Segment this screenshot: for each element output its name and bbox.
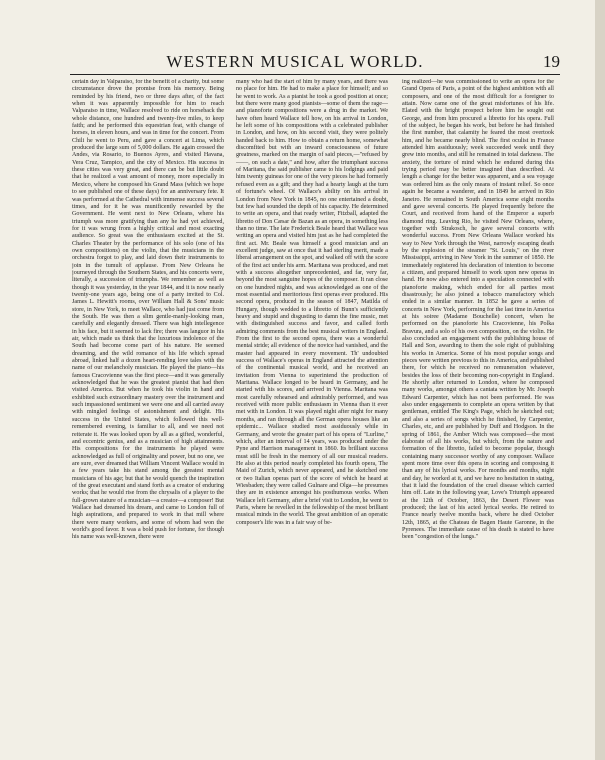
- header-rule: [70, 74, 560, 75]
- page-title: WESTERN MUSICAL WORLD.: [166, 52, 424, 71]
- masthead: [70, 52, 560, 74]
- page-edge-shadow: [595, 0, 605, 760]
- page-number: 19: [543, 52, 560, 71]
- text-column-2: [236, 79, 388, 751]
- column-3-text: ing realized—he was commissioned to write an opera for the Grand Opera of Paris, a point of the highest ambition with all composers, and one of the most difficult for a foreigner to attain. Now came one of the great misfortunes of his life. Elated with the bright prospect before him he sought out George, and from him procured a libretto for his opera. Full of the subject, he began his work, but before he had finished the first number, that calamity he feared the most overtook him, and he became nearly blind. The first oculist in France attended him assiduously; week succeeded week until they grew into months, and still he remained in total darkness. The anxiety, the torture of mind which he endured during this trying period may be better imagined than described. At length a change for the better was apparent, and a sea voyage was ordered him as the only means of instant relief. So once again he became a wanderer, and in 1849 he arrived in Rio Janeiro. He remained in South America some eight months and gave several concerts. He played frequently before the Court, and received from hand of the Emperor a superb diamond ring. Leaving Rio, he visited New Orleans, where, together with Strakosch, he gave several concerts with wonderful success. From New Orleans Wallace worked his way to New York through the West, narrowly escaping death by the explosion of the steamer "St. Louis," on the river Mississippi, arriving in New York in the summer of 1850. He immediately registered his declaration of intention to become a citizen, and prepared himself to work upon new operas in hand. He now also entered into a speculation connected with pianoforte making, which ended for all parties most disastrously; he also joined a tobacco manufactory which ended in a similar manner. In 1852 he gave a series of concerts in New York, performing for the last time in America at his soiree (Madame Bouchelle) concert, when he performed on the pianoforte his Cracovienne, his Polka Bravura, and a solo of his own composition, on the violin. He also concluded an engagement with the publishing house of Hall and Son, awarding to them the sole right of publishing his works in America. Some of his most popular songs and pieces were written previous to this in America, and published there, for which he received no remuneration whatever, besides the loss of their becoming non-copyright in England. He shortly after returned to London, where he composed many works, amongst others a cantata written by Mr. Joseph Edward Carpenter, which has not been performed. He was also under engagements to complete an opera written by that gentleman, entitled The King's Page, which he sketched out; and also a series of songs which he finished, by Carpenter, Charles, etc, and are published by Duff and Hodgson. In the spring of 1861, the Amber Witch was composed—the most elaborate of all his works, but which, from the nature and formation of the libretto, failed to become popular, though containing many successor worthy of any composer. Wallace spent more time over this opera in scoring and composing it than any of his lyrical works. For months and months, night and day, he worked at it, and we have no hesitation in stating, that it laid the foundation of the cruel disease which carried him off. Late in the following year, Love's Triumph appeared at the 12th of October, 1863, the Desert Flower was produced; the last of his acted lyrical works. He retired to France nearly twelve months back, where he died October 12th, 1865, at the Chateau de Bagen Haute Garonne, in the Pyrenees. The immediate cause of his death is stated to have been "congestion of the lungs.": [402, 79, 554, 541]
- column-2-text: many who had the start of him by many years, and there was no place for him. He had to make a place for himself; and so he went to work. As a pianist he took a good position at once; but there were many good pianists—some of them the rage—and pianoforte compositions were a drug in the market. We have often heard Wallace tell how, on his arrival in London, he left some of his compositions with a celebrated publisher in London, and how, on his second visit, they were politely handed back to him. How to obtain a return home, somewhat discomfited but with an inward consciousness of future greatness, marked on the margin of said pieces,—"refused by ——, on such a date," and how, after the triumphant success of Maritana, the said publisher came to his lodgings and paid him twenty guineas for one of the very pieces he had formerly refused even as a gift; and they had a hearty laugh at the turn of fortune's wheel. Of Wallace's ability on his arrival in London from New York in 1845, no one entertained a doubt, but few had sounded the depth of his capacity. He determined to write an opera, and that ready writer, Fitzball, adapted the libretto of Don Cæsar de Bazan as an opera, in something less than no time. The late Frederick Beale heard that Wallace was writing an opera and visited him just as he had completed the first act. Mr. Beale was himself a good musician and an excellent judge, saw at once that it had sterling merit, made a liberal arrangement on the spot, and walked off with the score of the first act under his arm. Maritana was produced, and met with a success altogether unprecedented, and far, very far, beyond the most sanguine hopes of the composer. It ran close on one hundred nights, and was acknowledged as one of the most essential and meritorious first operas ever produced. His second opera, produced in the season of 1847, Matilda of Hungary, though wedded to a libretto of Bunn's sufficiently heavy and stupid and disgusting to damn the fine music, met with distinguished success and favor, and called forth admiring comments from the best musical writers in England. From the first to the second opera, there was a wonderful mental stride; all evidence of the novice had vanished, and the master had appeared in every movement. Th' undoubted success of Wallace's operas in England attracted the attention of the continental musical world, and he received an invitation from Vienna to superintend the production of Maritana. Wallace longed to be heard in Germany, and he started with his scores, and arrived in Vienna. Maritana was most carefully rehearsed and admirably performed, and was received with more public enthusiasm in Vienna than it ever met with in London. It was played night after night for many months, and ran through all the German opera houses like an epidemic... Wallace studied most assiduously while in Germany, and wrote the greater part of his opera of "Lurline," which, after an interval of 14 years, was produced under the Pyne and Harrison management in 1860. Its brilliant success must still be fresh in the memory of all our musical readers. He also at this period nearly completed his fourth opera, The Maid of Zurich, which never appeared, and he sketched one or two Italian operas part of the score of which he heard at Wiesbaden; they were called Gulnare and Olga—he presumes they are in existence amongst his posthumous works. When Wallace left Germany, after a brief visit to London, he went to Paris, where he revelled in the fellowship of the most brilliant musical minds in the world. The great ambition of an operatic composer's life was in a fair way of be-: [236, 79, 388, 526]
- text-column-3: [402, 79, 554, 751]
- text-column-1: [72, 79, 224, 751]
- column-1-text: certain day in Valparaiso, for the benefit of a charity, but some circumstance drove the promise from his memory. Being reminded by his friend, two or three days after, of the fact when it was apparently impossible for him to reach Valparaiso in time, Wallace resolved to ride on horseback the whole distance, one hundred and twenty-five miles, to keep faith; and he performed this equestrian feat, with change of horses, in eleven hours, and was in time for the concert. From Chili he went to Peru, and gave a concert at Lima, which produced the large sum of 5,000 dollars. He again crossed the Andes, via Rosario, to Buenos Ayres, and visited Havana, Vera Cruz, Tampico, and the city of Mexico. His success in these cities was very great, and there can be but little doubt that he realized a vast amount of money, more especially in Mexico, where he composed his Grand Mass (which we hope to see published one of these days) for an anniversary fete. It was performed at the Cathedral with immense success several times, and for it he was munificently rewarded by the Government. He went next to New Orleans, where his triumph was more gratifying than any he had yet achieved, for it was wrung from a highly critical and most exacting audience. So great was the enthusiasm excited at the St. Charles Theater by the performance of his solo (one of his own compositions) on the violin, that the musicians in the orchestra forgot to play, and laid down their instruments to join in the tumult of applause. From New Orleans he journeyed through the Southern States, and his concerts were, literally, a succession of triumphs. We remember as well as though it was yesterday, in the year 1844, and it is now nearly twenty-one years ago, being one of a party invited to Col. James L. Hewitt's rooms, over William Hall & Sons' music store, in New York, to meet Wallace, who had just come from the South. He was then a slim gentle-manly-looking man, carefully and elegantly dressed. There was high intellegence in his face, but it seemed to lack fire; there was languor in his air, which made us think that the luxurious indolence of the South had become come part of his nature. He seemed dreaming, and the wild romance of his life which spread abroad, linked half a dozen heart-rending love tales with the name of our melancholy musician. He played the piano—his famous Cracovienne was the first piece—and it was generally acknowledged that he was the greatest pianist that had then visited America. But when he took his violin in hand and exhibited such extraordinary mastery over the instrument and such impassioned sentiment we were one and all carried away with mingled feelings of astonishment and delight. His success in the United States, which followed this well-remembered evening, is familiar to all, and we need not reiterate it. He was looked upon by all as a gifted, wonderful, and eccentric genius, and as a musician of high attainments. His compositions for the instruments he played were acknowledged as full of originality and power, but no one, we are sure, ever dreamed that William Vincent Wallace would in a few years take his stand among the greatest mental musicians of his age; but that he would quench the inspiration of the great executant and stand forth as a creator of enduring works; that he would rise from the chrysalis of a player to the full-grown stature of a musician—a creator—a composer! But Wallace had dreamed his dream, and came to London full of high aspirations, and prepared to work in that mill where there were many workers, and some of whom had won the world's good favor. It was a bold push for fortune, for though his name was well-known, there were: [72, 79, 224, 541]
